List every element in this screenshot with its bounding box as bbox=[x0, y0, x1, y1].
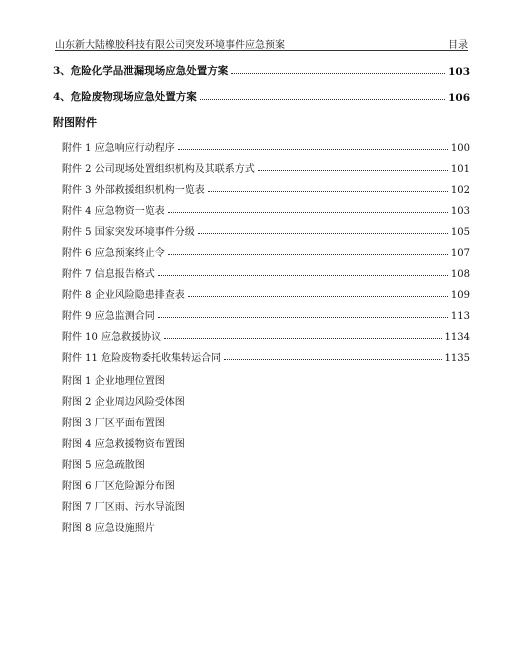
toc-entry-label: 4、危险废物现场应急处置方案 bbox=[53, 91, 197, 103]
figure-entry[interactable]: 附图 6 厂区危险源分布图 bbox=[62, 481, 175, 492]
toc-entry-page: 1135 bbox=[444, 353, 470, 364]
dot-leader bbox=[208, 191, 448, 192]
dot-leader bbox=[158, 317, 448, 318]
toc-entry-page: 105 bbox=[450, 227, 470, 238]
figure-entry[interactable]: 附图 3 厂区平面布置图 bbox=[62, 418, 165, 429]
toc-entry[interactable] bbox=[53, 62, 470, 78]
page-header bbox=[55, 34, 468, 51]
toc-entry-page: 113 bbox=[450, 311, 470, 322]
toc-entry[interactable] bbox=[62, 201, 470, 217]
toc-entry-page: 108 bbox=[450, 269, 470, 280]
toc-entry-label: 附件 10 应急救援协议 bbox=[62, 332, 162, 343]
dot-leader bbox=[158, 275, 448, 276]
toc-entry-page: 109 bbox=[450, 290, 470, 301]
dot-leader bbox=[231, 73, 445, 74]
dot-leader bbox=[258, 170, 448, 171]
toc-entry-label: 附件 6 应急预案终止令 bbox=[62, 248, 165, 259]
figure-entry[interactable]: 附图 1 企业地理位置图 bbox=[62, 376, 165, 387]
toc-entry-page: 1134 bbox=[444, 332, 470, 343]
toc-entry[interactable] bbox=[62, 180, 470, 196]
toc-entry[interactable] bbox=[62, 306, 470, 322]
toc-entry-page: 103 bbox=[448, 66, 470, 78]
dot-leader bbox=[188, 296, 448, 297]
toc-entry-label: 附件 3 外部救援组织机构一览表 bbox=[62, 185, 205, 196]
toc-entry-page: 106 bbox=[448, 92, 470, 104]
toc-entry-label: 3、危险化学品泄漏现场应急处置方案 bbox=[53, 65, 229, 77]
document-title: 山东新大陆橡胶科技有限公司突发环境事件应急预案 bbox=[55, 40, 285, 51]
toc-entry[interactable] bbox=[62, 348, 470, 364]
toc-entry-label: 附件 5 国家突发环境事件分级 bbox=[62, 227, 195, 238]
toc-entry[interactable] bbox=[62, 285, 470, 301]
appendix-title: 附图附件 bbox=[53, 116, 97, 129]
toc-entry[interactable] bbox=[53, 88, 470, 104]
toc-entry-label: 附件 11 危险废物委托收集转运合同 bbox=[62, 353, 222, 364]
toc-entry[interactable] bbox=[62, 327, 470, 343]
toc-entry-page: 100 bbox=[450, 143, 470, 154]
toc-entry[interactable] bbox=[62, 222, 470, 238]
dot-leader bbox=[198, 233, 448, 234]
header-section-label: 目录 bbox=[448, 40, 468, 51]
figure-entry[interactable]: 附图 7 厂区雨、污水导流图 bbox=[62, 502, 185, 513]
toc-entry[interactable] bbox=[62, 159, 470, 175]
figure-entry[interactable]: 附图 4 应急救援物资布置图 bbox=[62, 439, 185, 450]
toc-entry-page: 107 bbox=[450, 248, 470, 259]
dot-leader bbox=[168, 254, 448, 255]
figure-entry[interactable]: 附图 8 应急设施照片 bbox=[62, 523, 155, 534]
dot-leader bbox=[164, 338, 441, 339]
toc-entry-label: 附件 9 应急监测合同 bbox=[62, 311, 155, 322]
dot-leader bbox=[200, 99, 445, 100]
toc-entry-page: 103 bbox=[450, 206, 470, 217]
toc-entry-label: 附件 7 信息报告格式 bbox=[62, 269, 155, 280]
toc-entry-label: 附件 8 企业风险隐患排查表 bbox=[62, 290, 185, 301]
toc-entry[interactable] bbox=[62, 243, 470, 259]
figure-entry[interactable]: 附图 2 企业周边风险受体图 bbox=[62, 397, 185, 408]
toc-entry-label: 附件 2 公司现场处置组织机构及其联系方式 bbox=[62, 164, 255, 175]
figure-entry[interactable]: 附图 5 应急疏散图 bbox=[62, 460, 145, 471]
toc-entry[interactable] bbox=[62, 138, 470, 154]
dot-leader bbox=[168, 212, 448, 213]
toc-entry-page: 101 bbox=[450, 164, 470, 175]
toc-entry-label: 附件 1 应急响应行动程序 bbox=[62, 143, 175, 154]
toc-entry-label: 附件 4 应急物资一览表 bbox=[62, 206, 165, 217]
dot-leader bbox=[178, 149, 448, 150]
toc-entry[interactable] bbox=[62, 264, 470, 280]
toc-entry-page: 102 bbox=[450, 185, 470, 196]
dot-leader bbox=[224, 359, 441, 360]
